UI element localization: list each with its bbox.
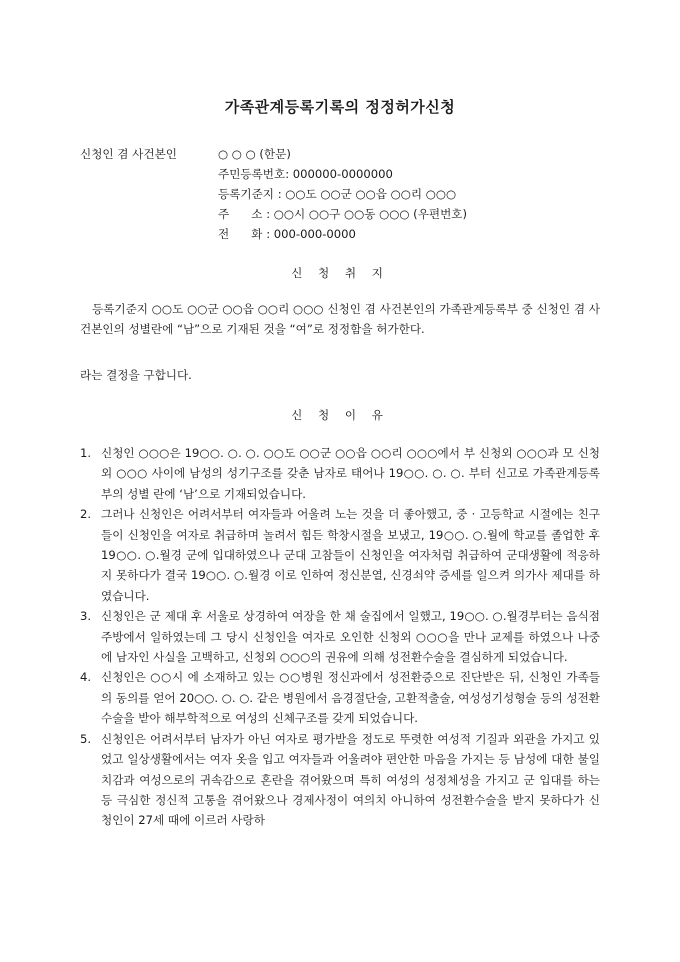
phone-label: 전 화 xyxy=(218,227,263,241)
reason-item xyxy=(80,443,600,504)
reason-number: 4. xyxy=(80,670,92,685)
reason-number: 5. xyxy=(80,731,92,746)
reason-item xyxy=(80,729,600,831)
applicant-name: ○ ○ ○ (한문) xyxy=(218,147,291,161)
reason-number: 1. xyxy=(80,446,92,460)
reason-item xyxy=(80,504,600,606)
reason-number: 3. xyxy=(80,609,92,624)
reasons-list xyxy=(80,443,600,831)
rrn-row xyxy=(218,166,393,182)
reg-base-row xyxy=(218,186,456,202)
address-row xyxy=(218,206,467,222)
reg-base-label: 등록기준지 xyxy=(218,187,274,201)
rrn-value: : 000000-0000000 xyxy=(285,167,393,181)
rrn-label: 주민등록번호 xyxy=(218,167,286,181)
purpose-closing: 라는 결정을 구합니다. xyxy=(80,368,192,382)
reasons-heading: 신 청 이 유 xyxy=(291,408,389,422)
address-value: : ○○시 ○○구 ○○동 ○○○ (우편번호) xyxy=(266,207,468,221)
address-label: 주 소 xyxy=(218,207,263,221)
document-title: 가족관계등록기록의 정정허가신청 xyxy=(224,98,456,116)
reason-text: 그러나 신청인은 어려서부터 여자들과 어울려 노는 것을 더 좋아했고, 중 · 고등학교 시절에는 친구들이 신청인을 여자로 취급하며 놀려서 힘든 학창시절을 보냈고, 19○○. ○.월에 학교를 졸업한 후 19○○. ○.월경 군에 입대하였으나 군대 고참들이 신청인을 여자처럼 취급하여 군대생활에 적응하지 못하다가 결국 19○○. ○.월경 이로 인하여 정신분열, 신경쇠약 증세를 일으켜 의가사 제대를 하였습니다. xyxy=(101,507,600,603)
purpose-heading: 신 청 취 지 xyxy=(291,266,389,280)
purpose-body: 등록기준지 ○○도 ○○군 ○○읍 ○○리 ○○○ 신청인 겸 사건본인의 가족관계등록부 중 신청인 겸 사건본인의 성별란에 “남”으로 기재된 것을 “여”로 정정함을 허가한다. xyxy=(80,302,600,336)
reason-text: 신청인은 ○○시 에 소재하고 있는 ○○병원 정신과에서 성전환증으로 진단받은 뒤, 신청인 가족들의 동의를 얻어 20○○. ○. ○. 같은 병원에서 음경절단술, 고환적출술, 여성성기성형술 등의 성전환 수술을 받아 해부학적으로 여성의 신체구조를 갖게 되었습니다. xyxy=(101,670,600,726)
reason-number: 2. xyxy=(80,507,92,522)
applicant-label: 신청인 겸 사건본인 xyxy=(80,147,177,161)
phone-row xyxy=(218,226,356,242)
reason-text: 신청인은 어려서부터 남자가 아닌 여자로 평가받을 정도로 뚜렷한 여성적 기질과 외관을 가지고 있었고 일상생활에서는 여자 옷을 입고 여자들과 어울려야 편안한 마음을 가지는 등 남성에 대한 불일치감과 여성으로의 귀속감으로 혼란을 겪어왔으며 특히 여성의 성정체성을 가지고 군 입대를 하는 등 극심한 정신적 고통을 겪어왔으나 경제사정이 여의치 아니하여 성전환수술을 받지 못하다가 신청인이 27세 때에 이르러 사랑하 xyxy=(101,731,600,828)
reason-text: 신청인은 군 제대 후 서울로 상경하여 여장을 한 채 술집에서 일했고, 19○○. ○.월경부터는 음식점 주방에서 일하였는데 그 당시 신청인을 여자로 오인한 신청외 ○○○을 만나 교제를 하였으나 나중에 남자인 사실을 고백하고, 신청외 ○○○의 권유에 의해 성전환수술을 결심하게 되었습니다. xyxy=(101,609,600,665)
phone-value: : 000-000-0000 xyxy=(266,227,356,241)
reason-item xyxy=(80,667,600,728)
reason-item xyxy=(80,606,600,667)
reg-base-value: : ○○도 ○○군 ○○읍 ○○리 ○○○ xyxy=(277,187,457,201)
reason-text: 신청인 ○○○은 19○○. ○. ○. ○○도 ○○군 ○○읍 ○○리 ○○○에서 부 신청외 ○○○과 모 신청외 ○○○ 사이에 남성의 성기구조를 갖춘 남자로 태어나 19○○. ○. ○. 부터 신고로 가족관계등록부의 성별 란에 ‘남’으로 기재되었습니다. xyxy=(101,446,600,501)
